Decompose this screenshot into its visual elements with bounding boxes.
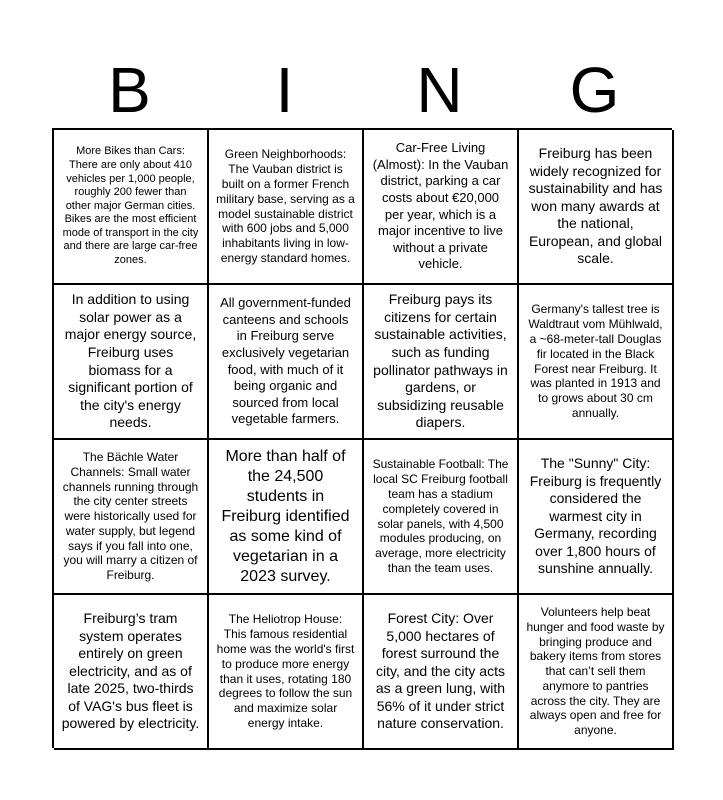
header-letter-b: B	[108, 54, 151, 126]
header-letter-i: I	[275, 54, 294, 126]
cell-text: Car-Free Living (Almost): In the Vauban district, parking a car costs about €20,000 per year, which is a major incentive to live without a private vehicle.	[372, 140, 509, 272]
cell-text: The "Sunny" City: Freiburg is frequently considered the warmest city in Germany, recording over 1,800 hours of sunshine annually.	[529, 454, 662, 577]
bingo-cell[interactable]	[364, 285, 519, 440]
bingo-cell[interactable]	[209, 440, 364, 595]
bingo-cell[interactable]	[364, 130, 519, 285]
bingo-cell[interactable]	[54, 285, 209, 440]
bingo-cell[interactable]	[519, 285, 674, 440]
bingo-cell[interactable]	[519, 440, 674, 595]
cell-text: More than half of the 24,500 students in Freiburg identified as some kind of vegetarian in a 2023 survey.	[221, 447, 350, 585]
cell-text: Volunteers help beat hunger and food waste by bringing produce and bakery items from stores that can’t sell them anymore to pantries across the city. They are always open and free for anyone.	[526, 604, 665, 738]
bingo-cell[interactable]	[364, 595, 519, 750]
bingo-cell[interactable]	[209, 285, 364, 440]
bingo-cell[interactable]	[54, 130, 209, 285]
bingo-header	[52, 52, 672, 128]
cell-text: Freiburg’s tram system operates entirely on green electricity, and as of late 2025, two-thirds of VAG's bus fleet is powered by electricity.	[61, 609, 200, 732]
cell-text: Freiburg pays its citizens for certain sustainable activities, such as funding pollinator pathways in gardens, or subsidizing reusable diapers.	[373, 291, 508, 431]
bingo-cell[interactable]	[209, 130, 364, 285]
bingo-cell[interactable]	[519, 130, 674, 285]
cell-text: In addition to using solar power as a major energy source, Freiburg uses biomass for a significant portion of the city's energy needs.	[64, 291, 197, 431]
cell-text: All government-funded canteens and schools in Freiburg serve exclusively vegetarian food, with much of it being organic and sourced from local vegetable farmers.	[220, 295, 351, 427]
cell-text: Sustainable Football: The local SC Freiburg football team has a stadium completely covered in solar panels, with 4,500 modules producing, on average, more electricity than the team uses.	[372, 457, 509, 575]
cell-text: More Bikes than Cars: There are only about 410 vehicles per 1,000 people, roughly 200 fewer than other major German cities. Bikes are the most efficient mode of transport in the city and there are large car-free zones.	[62, 145, 199, 267]
cell-text: Freiburg has been widely recognized for sustainability and has won many awards at the national, European, and global scale.	[528, 144, 663, 267]
bingo-cell[interactable]	[364, 440, 519, 595]
cell-text: The Heliotrop House: This famous residential home was the world's first to produce more energy than it uses, rotating 180 degrees to follow the sun and maximize solar energy intake.	[216, 612, 355, 730]
bingo-cell[interactable]	[54, 595, 209, 750]
header-letter-g: G	[569, 54, 620, 126]
cell-text: Forest City: Over 5,000 hectares of forest surround the city, and the city acts as a green lung, with 56% of it under strict nature conservation.	[375, 609, 506, 732]
bingo-cell[interactable]	[519, 595, 674, 750]
bingo-cell[interactable]	[209, 595, 364, 750]
cell-text: Green Neighborhoods: The Vauban district is built on a former French military base, serving as a model sustainable district with 600 jobs and 5,000 inhabitants living in low-energy standard homes.	[216, 147, 355, 265]
cell-text: The Bächle Water Channels: Small water channels running through the city center streets were historically used for water supply, but legend says if you fall into one, you will marry a citizen of Freiburg.	[62, 449, 199, 583]
header-letter-n: N	[416, 54, 463, 126]
bingo-cell[interactable]	[54, 440, 209, 595]
bingo-grid	[52, 128, 672, 748]
cell-text: Germany's tallest tree is Waldtraut vom Mühlwald, a ~68-meter-tall Douglas fir located in the Black Forest near Freiburg. It was planted in 1913 and to grows about 30 cm annually.	[528, 302, 663, 420]
